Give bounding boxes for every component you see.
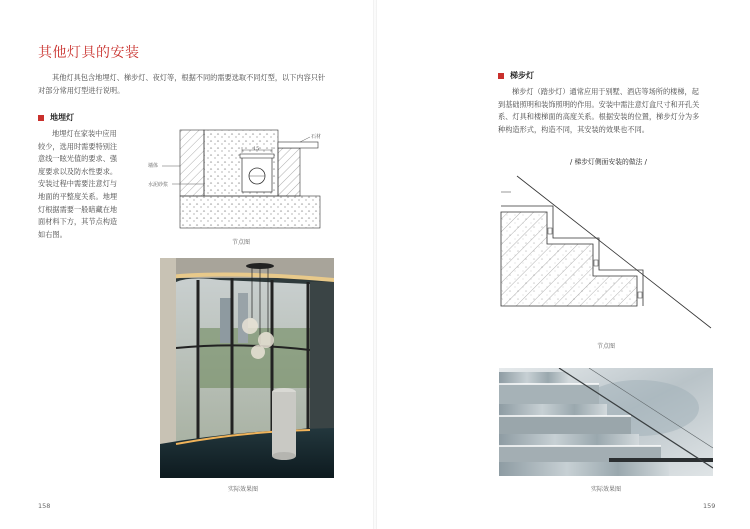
interior-photo (160, 258, 334, 478)
page-title: 其他灯具的安装 (38, 45, 140, 61)
interior-photo-illustration (160, 258, 334, 478)
stair-light-paragraph (498, 86, 718, 136)
intro-line: 对部分常用灯型进行说明。 (38, 85, 125, 95)
section-heading-label: 梯步灯 (510, 71, 534, 80)
stair-light-detail-drawing (497, 172, 717, 332)
text-line: 梯步灯（踏步灯）通常应用于别墅、酒店等场所的楼梯，起 (512, 87, 699, 96)
text-line: 地埋灯在家装中应用 (52, 129, 117, 138)
page-number: 158 (38, 502, 51, 510)
stair-photo (499, 368, 713, 476)
intro-paragraph (38, 72, 348, 97)
diagram-caption: 节点图 (597, 343, 616, 350)
diagram-caption: 节点图 (232, 239, 251, 246)
label-dimension: 15 (253, 146, 260, 152)
text-line: 较少，选用时需要特别注 (38, 141, 118, 151)
text-line: 面材料下方，其节点构造 (38, 217, 118, 227)
page-number: 159 (703, 502, 716, 510)
text-line: 种构造形式，构造不同，其安装的效果也不同。 (498, 124, 649, 134)
stair-photo-illustration (499, 368, 713, 476)
photo-caption: 实际效果图 (591, 486, 622, 493)
ground-light-paragraph (38, 128, 130, 241)
photo-caption: 实际效果图 (228, 486, 259, 493)
subsection-title: / 梯步灯侧面安装的做法 / (570, 158, 647, 166)
label-wall: 墙体 (148, 163, 159, 169)
text-line: 度要求以及防水性要求。 (38, 166, 118, 176)
text-line: 如右图。 (38, 229, 67, 239)
text-line: 到基础照明和装饰照明的作用。安装中需注意灯盒尺寸和开孔关 (498, 99, 700, 109)
text-line: 意线一眩光值的要求、强 (38, 154, 118, 164)
right-page (375, 0, 750, 529)
section-heading-stair-light (498, 70, 534, 81)
intro-line: 其他灯具包含地埋灯、梯步灯、夜灯等，根据不同的需要选取不同灯型，以下内容只针 (52, 73, 326, 82)
text-line: 安装过程中需要注意灯与 (38, 179, 118, 189)
section-marker (498, 73, 504, 79)
label-stone: 石材 (311, 134, 322, 140)
label-mortar: 水泥砂浆 (148, 182, 169, 188)
text-line: 系、灯具和楼梯面的高度关系。根据安装的位置，梯步灯分为多 (498, 112, 700, 122)
text-line: 灯根据需要一般暗藏在地 (38, 204, 118, 214)
section-marker (38, 115, 44, 121)
text-line: 地面的平整度关系。地埋 (38, 191, 118, 201)
section-heading-label: 地埋灯 (50, 113, 74, 122)
section-heading-ground-light (38, 112, 74, 123)
ground-light-detail-drawing (150, 128, 330, 233)
